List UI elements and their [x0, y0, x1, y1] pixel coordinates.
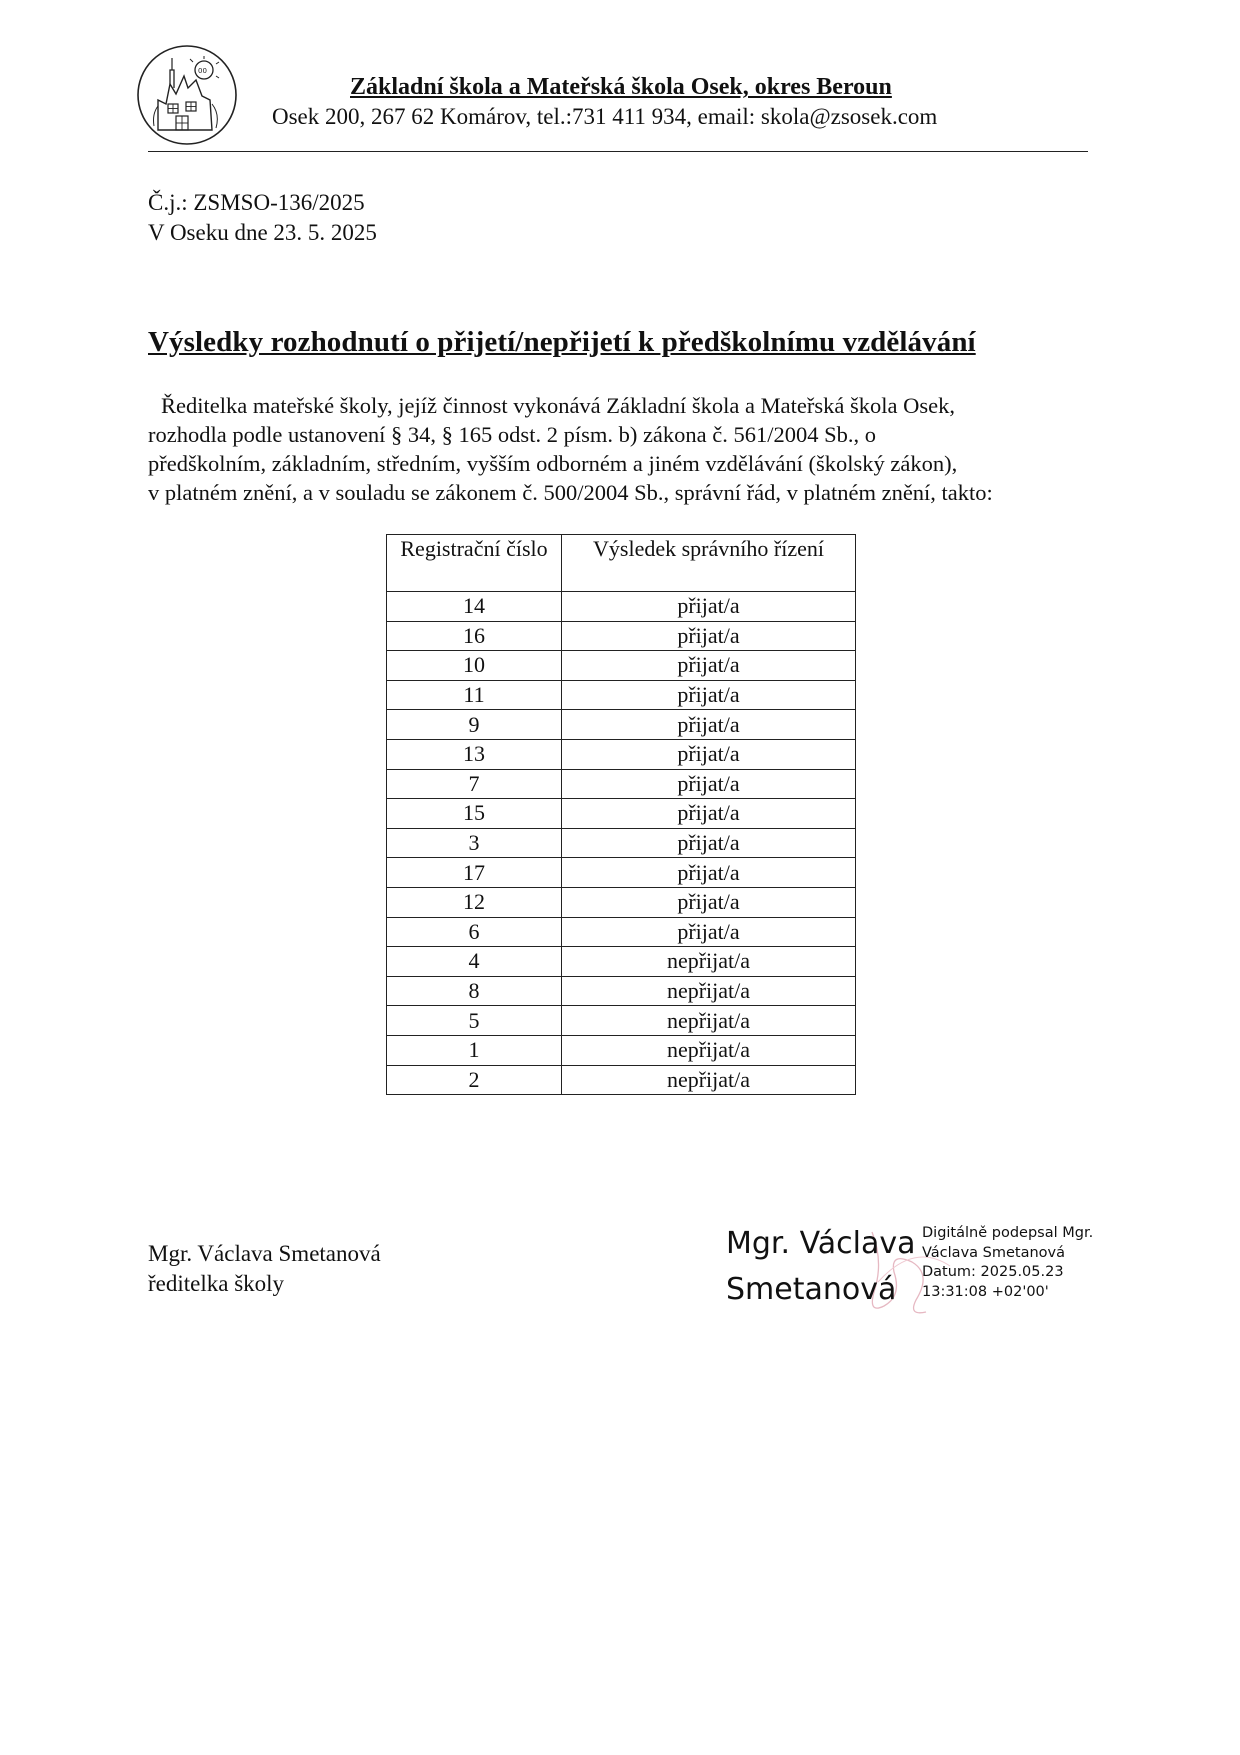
- table-row: [387, 710, 856, 740]
- result-cell: přijat/a: [562, 769, 856, 799]
- registration-number-cell: 8: [387, 976, 562, 1006]
- svg-text:00: 00: [198, 67, 207, 75]
- table-row: [387, 799, 856, 829]
- result-cell: přijat/a: [562, 799, 856, 829]
- table-row: [387, 592, 856, 622]
- paragraph-line: Ředitelka mateřské školy, jejíž činnost vykonává Základní škola a Mateřská škola Osek,: [161, 393, 955, 418]
- signatory-name: Mgr. Václava Smetanová: [148, 1241, 381, 1266]
- registration-number-cell: 12: [387, 887, 562, 917]
- digital-signature-name-line1: Mgr. Václava: [726, 1226, 916, 1261]
- registration-number-cell: 4: [387, 947, 562, 977]
- registration-number-cell: 13: [387, 739, 562, 769]
- registration-number-cell: 9: [387, 710, 562, 740]
- table-row: [387, 621, 856, 651]
- registration-number-cell: 1: [387, 1035, 562, 1065]
- result-cell: nepřijat/a: [562, 1035, 856, 1065]
- table-row: [387, 769, 856, 799]
- result-cell: nepřijat/a: [562, 1065, 856, 1095]
- table-row: [387, 1006, 856, 1036]
- column-header-registration-number: Registrační číslo: [387, 535, 562, 592]
- table-row: [387, 1065, 856, 1095]
- school-name-heading: Základní škola a Mateřská škola Osek, okres Beroun: [350, 74, 892, 100]
- signature-detail-line: Digitálně podepsal Mgr.: [922, 1225, 1094, 1241]
- signature-detail-line: 13:31:08 +02'00': [922, 1283, 1049, 1300]
- digital-signature-details: [922, 1224, 1093, 1302]
- table-row: [387, 947, 856, 977]
- table-row: [387, 1035, 856, 1065]
- result-cell: přijat/a: [562, 828, 856, 858]
- table-row: [387, 976, 856, 1006]
- result-cell: nepřijat/a: [562, 947, 856, 977]
- paragraph-line: rozhodla podle ustanovení § 34, § 165 odst. 2 písm. b) zákona č. 561/2004 Sb., o: [148, 422, 877, 447]
- school-address: Osek 200, 267 62 Komárov, tel.:731 411 934, email: skola@zsosek.com: [272, 104, 938, 129]
- reference-number: Č.j.: ZSMSO-136/2025: [148, 190, 365, 215]
- registration-number-cell: 10: [387, 651, 562, 681]
- result-cell: přijat/a: [562, 592, 856, 622]
- registration-number-cell: 11: [387, 680, 562, 710]
- registration-number-cell: 16: [387, 621, 562, 651]
- table-row: [387, 739, 856, 769]
- document-title: Výsledky rozhodnutí o přijetí/nepřijetí k předškolnímu vzdělávání: [148, 326, 976, 358]
- result-cell: přijat/a: [562, 858, 856, 888]
- table-row: [387, 651, 856, 681]
- signatory-role: ředitelka školy: [148, 1271, 285, 1296]
- result-cell: přijat/a: [562, 917, 856, 947]
- document-date: V Oseku dne 23. 5. 2025: [148, 220, 377, 245]
- result-cell: přijat/a: [562, 621, 856, 651]
- registration-number-cell: 17: [387, 858, 562, 888]
- table-row: [387, 828, 856, 858]
- school-logo-icon: [136, 44, 238, 146]
- table-row: [387, 858, 856, 888]
- result-cell: přijat/a: [562, 680, 856, 710]
- result-cell: nepřijat/a: [562, 1006, 856, 1036]
- registration-number-cell: 3: [387, 828, 562, 858]
- signature-detail-line: Václava Smetanová: [922, 1244, 1065, 1261]
- signature-detail-line: Datum: 2025.05.23: [922, 1264, 1064, 1280]
- table-row: [387, 917, 856, 947]
- registration-number-cell: 7: [387, 769, 562, 799]
- table-row: [387, 887, 856, 917]
- registration-number-cell: 15: [387, 799, 562, 829]
- result-cell: přijat/a: [562, 710, 856, 740]
- registration-number-cell: 14: [387, 592, 562, 622]
- result-cell: přijat/a: [562, 887, 856, 917]
- result-cell: nepřijat/a: [562, 976, 856, 1006]
- registration-number-cell: 5: [387, 1006, 562, 1036]
- table-header-row: [387, 535, 856, 592]
- paragraph-line: v platném znění, a v souladu se zákonem č. 500/2004 Sb., správní řád, v platném znění, takto:: [148, 480, 993, 505]
- registration-number-cell: 6: [387, 917, 562, 947]
- school-logo: [136, 44, 238, 146]
- decision-paragraph: [148, 391, 1108, 507]
- results-table: [386, 534, 856, 1095]
- result-cell: přijat/a: [562, 651, 856, 681]
- digital-signature-block: [726, 1222, 1126, 1322]
- registration-number-cell: 2: [387, 1065, 562, 1095]
- paragraph-line: předškolním, základním, středním, vyšším odborném a jiném vzdělávání (školský zákon),: [148, 451, 958, 476]
- header-divider: [148, 151, 1088, 152]
- table-row: [387, 680, 856, 710]
- column-header-result: Výsledek správního řízení: [562, 535, 856, 592]
- digital-signature-name-line2: Smetanová: [726, 1272, 897, 1307]
- result-cell: přijat/a: [562, 739, 856, 769]
